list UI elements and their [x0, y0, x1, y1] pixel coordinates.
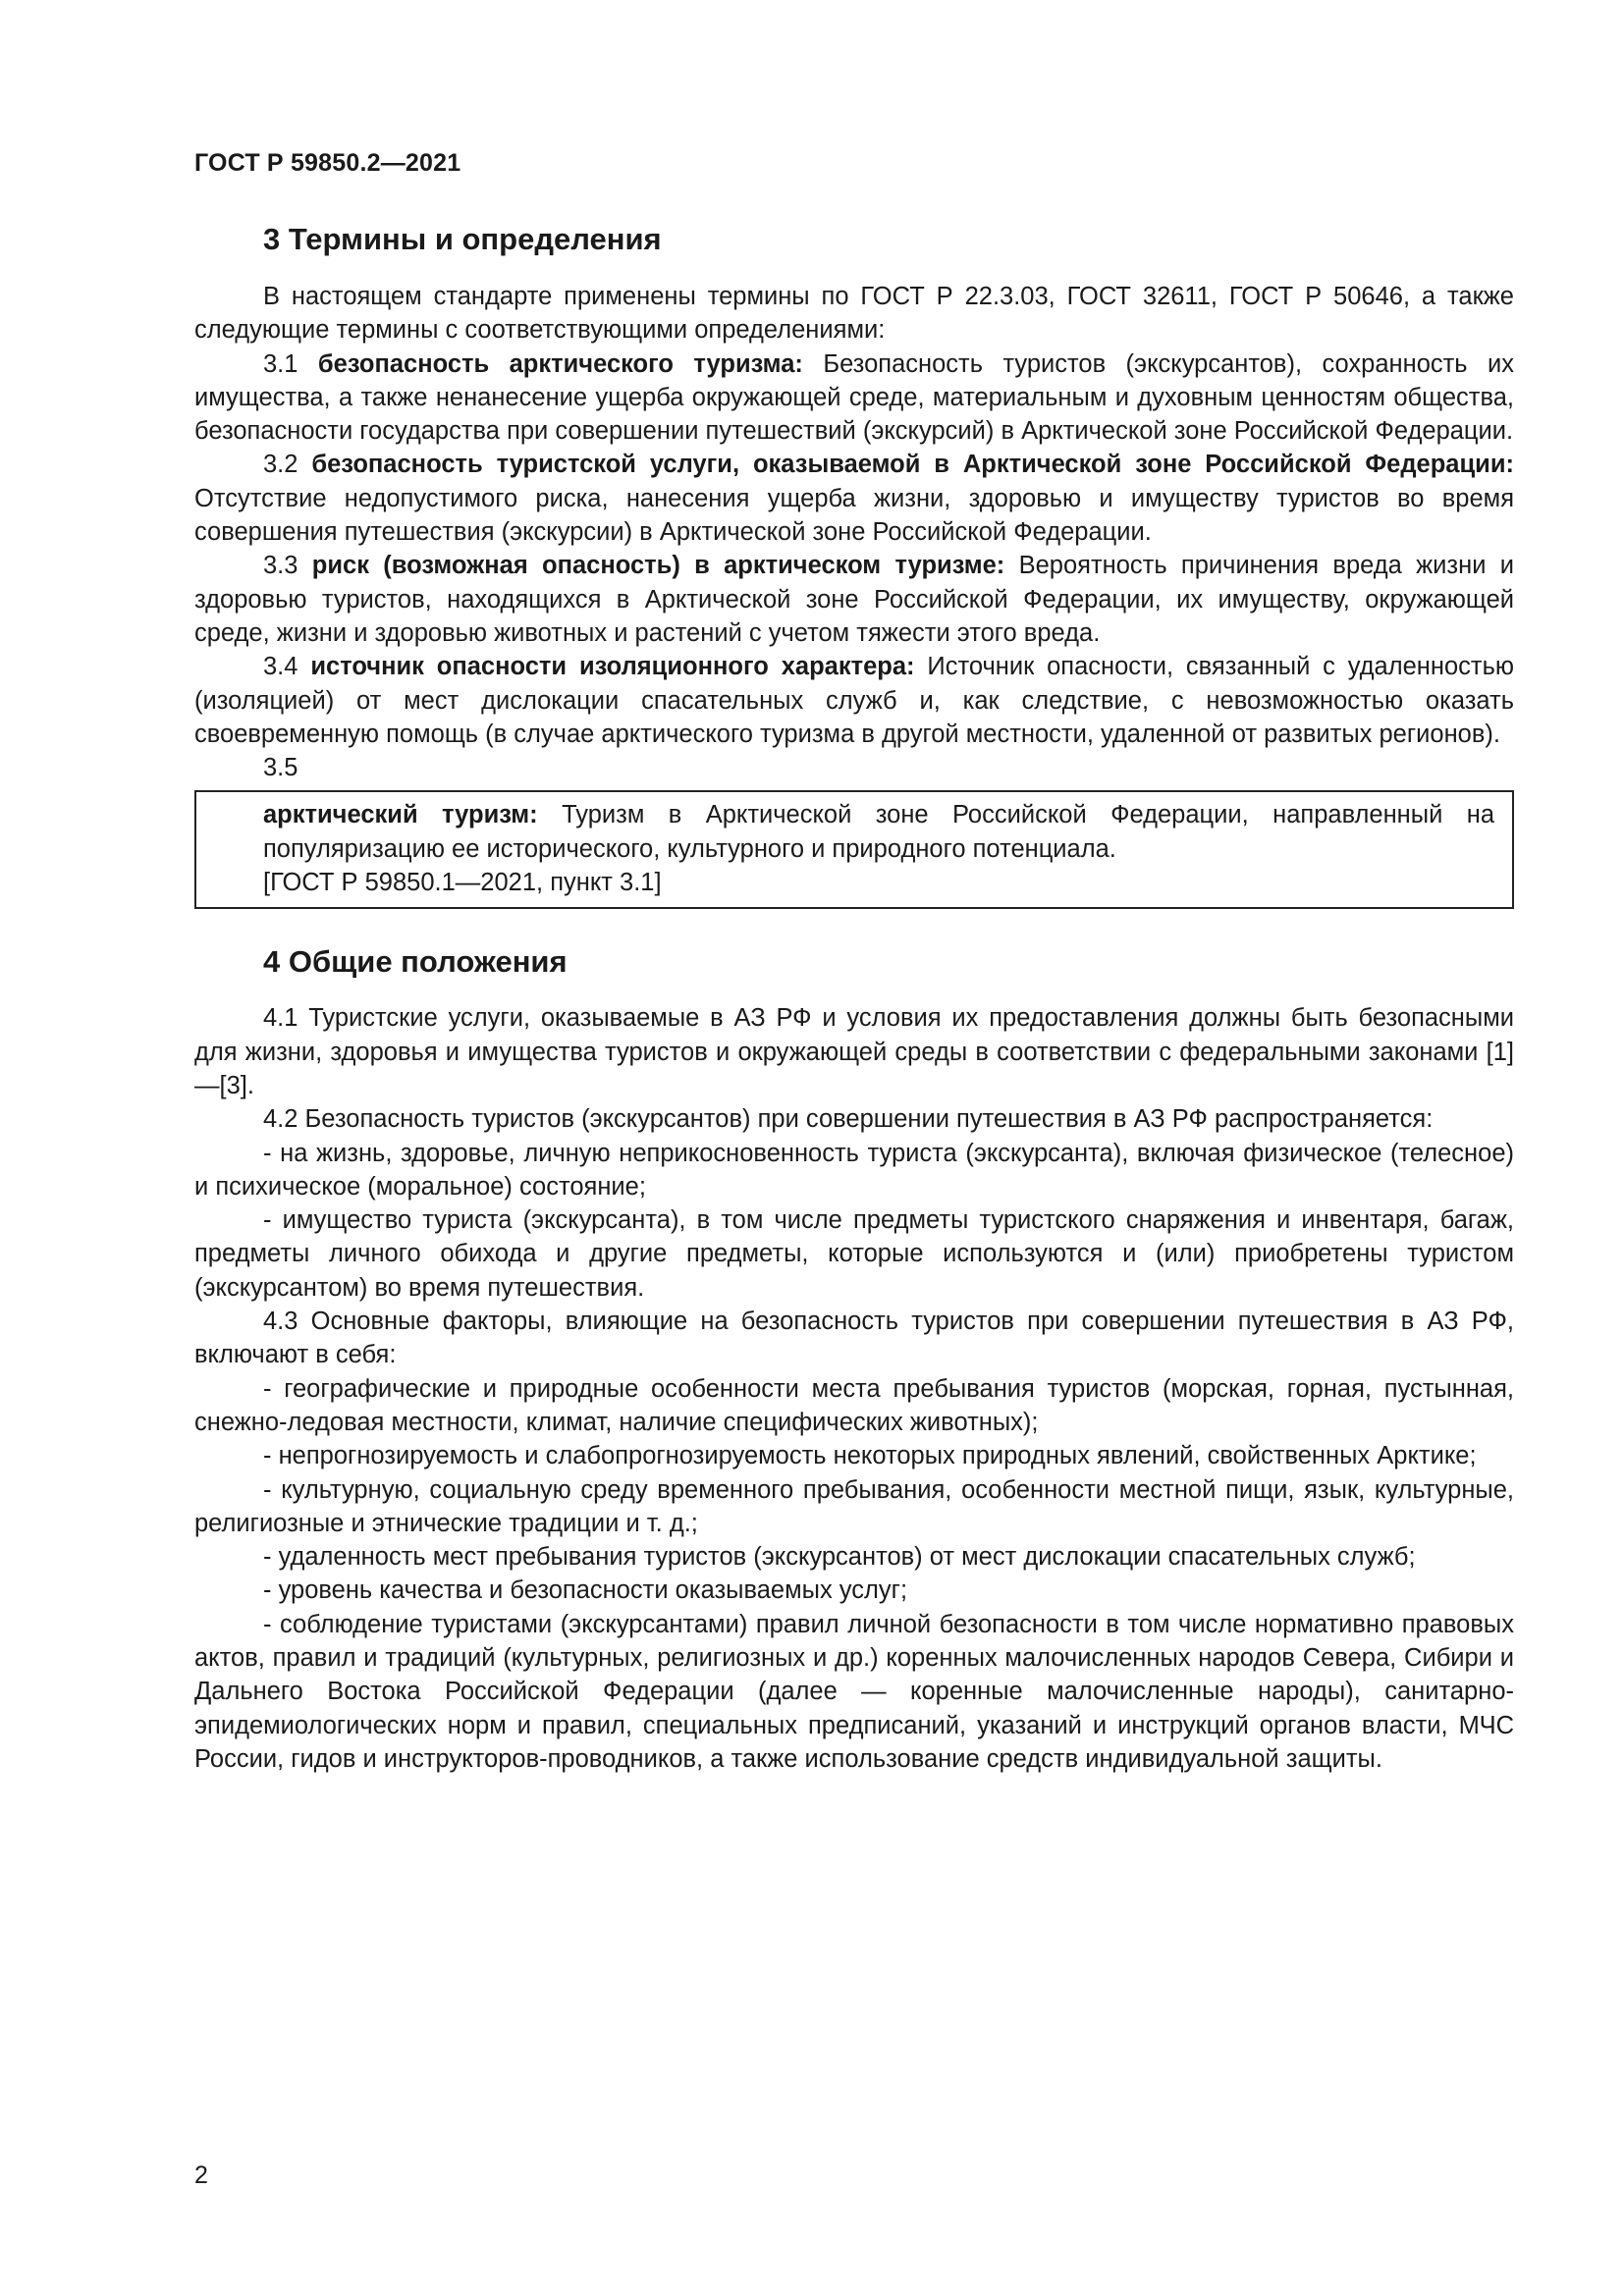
- term-name: риск (возможная опасность) в арктическом туризме:: [311, 552, 1005, 580]
- term-3-5-box: [194, 790, 1514, 909]
- term-number: 3.2: [263, 451, 298, 479]
- list-item: - культурную, социальную среду временного пребывания, особенности местной пищи, язык, культурные, религиозные и этнические традиции и т. д.;: [194, 1475, 1514, 1537]
- term-number: 3.1: [263, 349, 298, 378]
- term-name: источник опасности изоляционного характера:: [310, 653, 915, 681]
- term-3-3: [194, 549, 1514, 650]
- term-definition: Туризм в Арктической зоне Российской Федерации, направленный на популяризацию ее исторического, культурного и природного потенциала.: [263, 801, 1495, 863]
- section-4-title: 4 Общие положения: [263, 944, 568, 980]
- term-3-1: [194, 347, 1514, 449]
- term-definition: Источник опасности, связанный с удаленностью (изоляцией) от мест дислокации спасательных служб и, как следствие, с невозможностью оказать своевременную помощь (в случае арктического туризма в другой местности, удаленной от развитых регионов).: [194, 653, 1514, 748]
- term-number: 3.3: [263, 552, 298, 580]
- list-item: - соблюдение туристами (экскурсантами) правил личной безопасности в том числе нормативно правовых актов, правил и традиций (культурных, религиозных и др.) коренных малочисленных народов Севера, Сибири и Дальнего Востока Российской Федерации (далее — коренные малочисленные народы), санитарно-эпидемиологических норм и правил, специальных предписаний, указаний и инструкций органов власти, МЧС России, гидов и инструкторов-проводников, а также использование средств индивидуальной защиты.: [194, 1610, 1514, 1773]
- term-3-4: [194, 650, 1514, 751]
- term-definition: Безопасность туристов (экскурсантов), сохранность их имущества, а также ненанесение ущерба окружающей среде, материальным и духовным ценностям общества, безопасности государства при совершении путешествий (экскурсий) в Арктической зоне Российской Федерации.: [194, 349, 1515, 446]
- term-definition: Вероятность причинения вреда жизни и здоровью туристов, находящихся в Арктической зоне Российской Федерации, их имуществу, окружающей среде, жизни и здоровью животных и растений с учетом тяжести этого вреда.: [194, 552, 1514, 647]
- section-3-title: 3 Термины и определения: [263, 222, 662, 256]
- list-item: - географические и природные особенности места пребывания туристов (морская, горная, пустынная, снежно-ледовая местности, климат, наличие специфических животных);: [194, 1374, 1514, 1436]
- term-3-5-number: 3.5: [263, 754, 298, 782]
- list-item: - удаленность мест пребывания туристов (экскурсантов) от мест дислокации спасательных служб;: [263, 1543, 1416, 1572]
- section-3-intro: В настоящем стандарте применены термины по ГОСТ Р 22.3.03, ГОСТ 32611, ГОСТ Р 50646, а также следующие термины с соответствующими определениями:: [194, 283, 1514, 345]
- list-item: - непрогнозируемость и слабопрогнозируемость некоторых природных явлений, свойственных Арктике;: [263, 1442, 1477, 1470]
- list-item: - уровень качества и безопасности оказываемых услуг;: [263, 1576, 908, 1605]
- list-item: - на жизнь, здоровье, личную неприкосновенность туриста (экскурсанта), включая физическое (телесное) и психическое (моральное) состояние;: [194, 1139, 1514, 1201]
- term-number: 3.4: [263, 653, 298, 681]
- term-name: безопасность арктического туризма:: [317, 349, 803, 378]
- document-body: [194, 220, 1514, 1776]
- term-3-5-source: [ГОСТ Р 59850.1—2021, пункт 3.1]: [263, 869, 662, 897]
- term-name: арктический туризм:: [263, 801, 538, 829]
- document-code-header: ГОСТ Р 59850.2—2021: [194, 149, 461, 177]
- term-name: безопасность туристской услуги, оказываемой в Арктической зоне Российской Федерации:: [311, 451, 1514, 479]
- paragraph-4-1: 4.1 Туристские услуги, оказываемые в АЗ РФ и условия их предоставления должны быть безопасными для жизни, здоровья и имущества туристов и окружающей среды в соответствии с федеральными законами [1]—[3].: [194, 1004, 1514, 1099]
- term-3-2: [194, 448, 1514, 549]
- paragraph-4-3: 4.3 Основные факторы, влияющие на безопасность туристов при совершении путешествия в АЗ РФ, включают в себя:: [194, 1308, 1514, 1369]
- term-definition: Отсутствие недопустимого риска, нанесения ущерба жизни, здоровью и имуществу туристов во время совершения путешествия (экскурсии) в Арктической зоне Российской Федерации.: [194, 484, 1514, 547]
- list-item: - имущество туриста (экскурсанта), в том числе предметы туристского снаряжения и инвентаря, багаж, предметы личного обихода и другие предметы, которые используются и (или) приобретены туристом (экскурсантом) во время путешествия.: [194, 1206, 1514, 1302]
- paragraph-4-2: 4.2 Безопасность туристов (экскурсантов) при совершении путешествия в АЗ РФ распространяется:: [263, 1105, 1434, 1134]
- page-number: 2: [194, 2162, 208, 2189]
- term-3-5: [263, 798, 1494, 866]
